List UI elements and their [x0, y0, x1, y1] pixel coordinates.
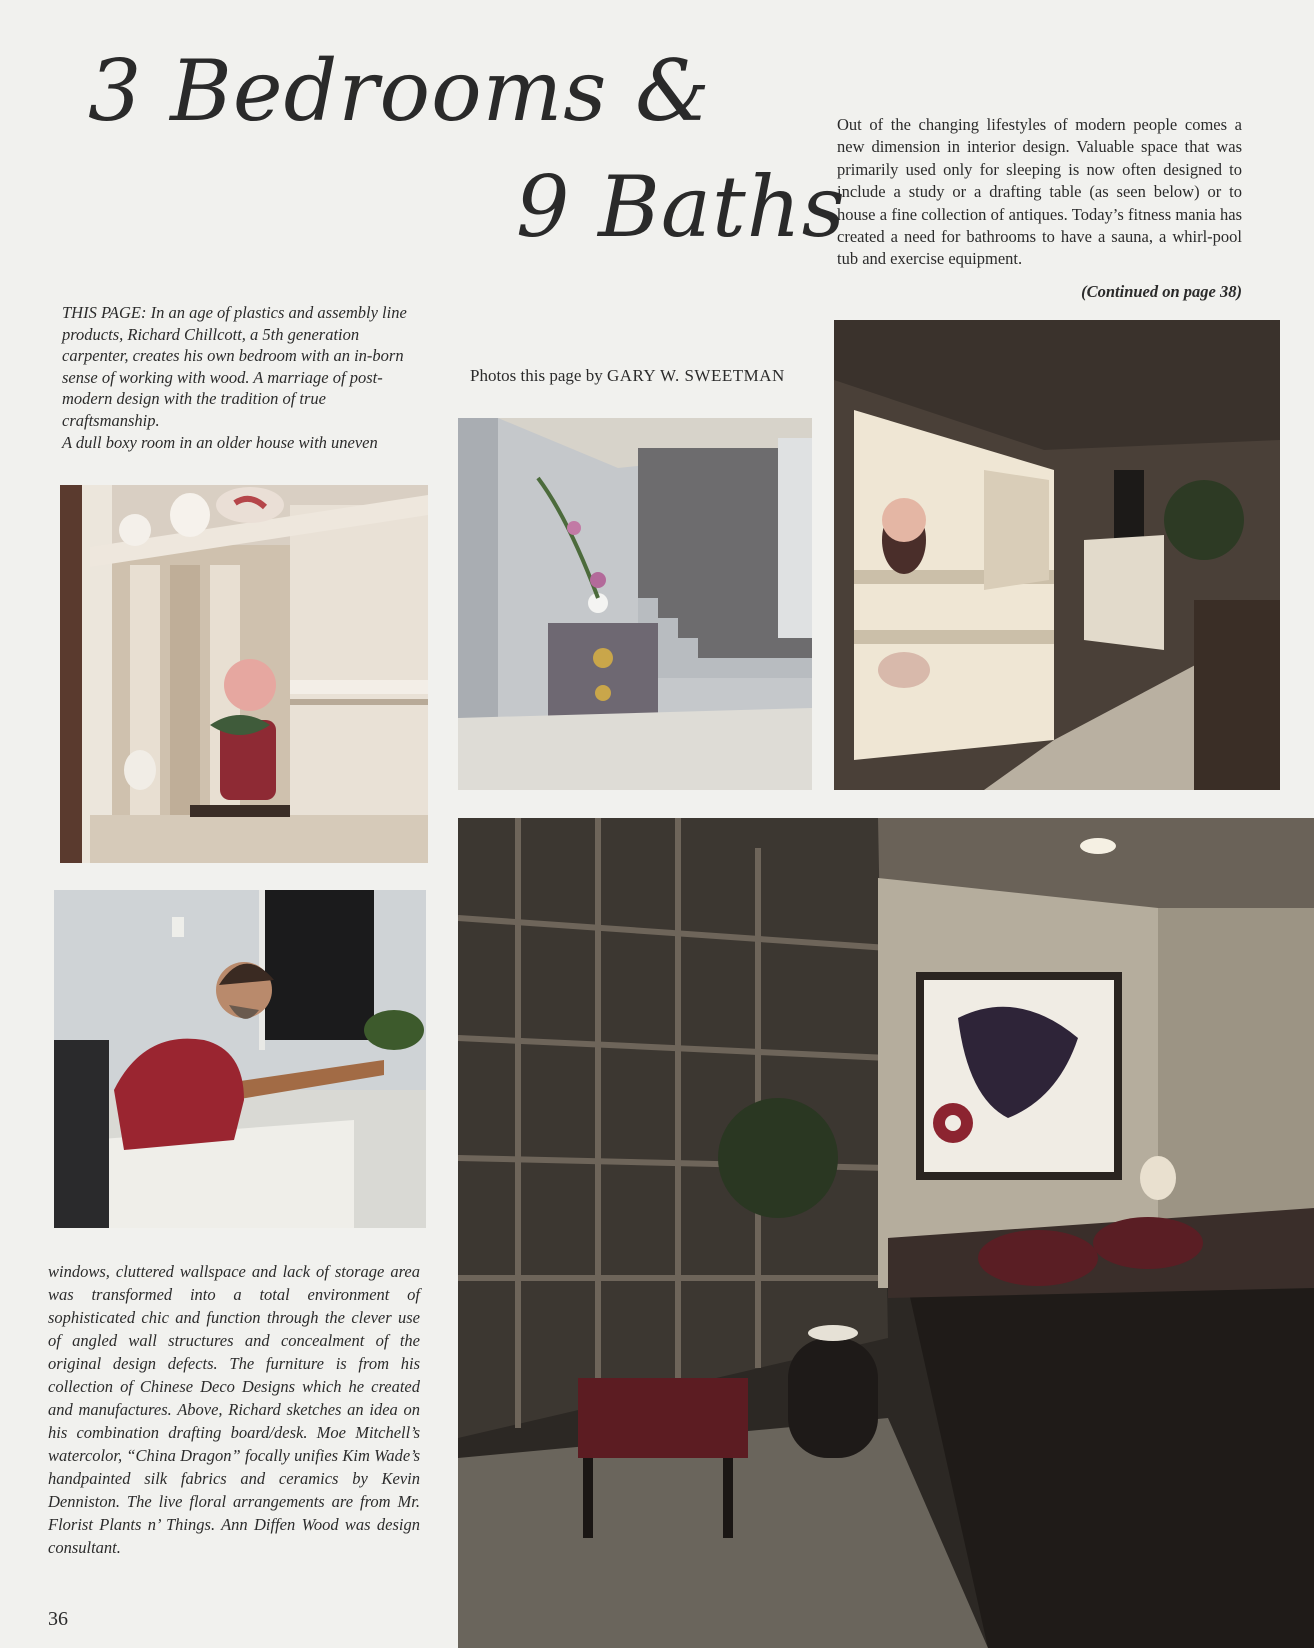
photo-credit-prefix: Photos this page by [470, 366, 603, 385]
continued-note: (Continued on page 38) [1081, 282, 1242, 301]
photo-bedroom [458, 818, 1314, 1648]
photo-drafting-desk [54, 890, 426, 1228]
caption-continuation: windows, cluttered wallspace and lack of storage area was transformed into a total environment of sophisticated chic and function through the clever use of angled wall structures and concealment of the original design defects. The furniture is from his collection of Chinese Deco Designs which he created and manufactures. Above, Richard sketches an idea on his combination drafting board/desk. Moe Mitchell’s watercolor, “China Dragon” focally unifies Kim Wade’s handpainted silk fabrics and ceramics by Kevin Denniston. The live floral arrangements are from Mr. Florist Plants n’ Things. Ann Diffen Wood was design consultant. [48, 1262, 420, 1557]
photo-display-shelves [834, 320, 1280, 790]
photographer-name: GARY W. SWEETMAN [606, 366, 785, 385]
intro-paragraph: Out of the changing lifestyles of modern people comes a new dimension in interior design. Valuable space that was primarily used only for sleeping is now often designed to include a study or a drafting table (as seen below) or to house a fine collection of antiques. Today’s fitness mania has created a need for bathrooms to have a sauna, a whirl-pool tub and exercise equipment. [837, 115, 1242, 269]
title-line-1: 3 Bedrooms & [88, 42, 711, 140]
photo-credit [470, 366, 785, 386]
caption-start: A dull boxy room in an older house with uneven [62, 432, 378, 452]
title-line-2: 9 Baths [516, 158, 846, 256]
photo-shelving-niche [60, 485, 428, 863]
caption-lead: THIS PAGE: In an age of plastics and assembly line products, Richard Chillcott, a 5th generation carpenter, creates his own bedroom with an in-born sense of working with wood. A marriage of post-modern design with the tradition of true craftsmanship. [62, 303, 407, 430]
photo-stair-wall [458, 418, 812, 790]
caption-top [62, 302, 426, 453]
page-number: 36 [48, 1608, 68, 1630]
